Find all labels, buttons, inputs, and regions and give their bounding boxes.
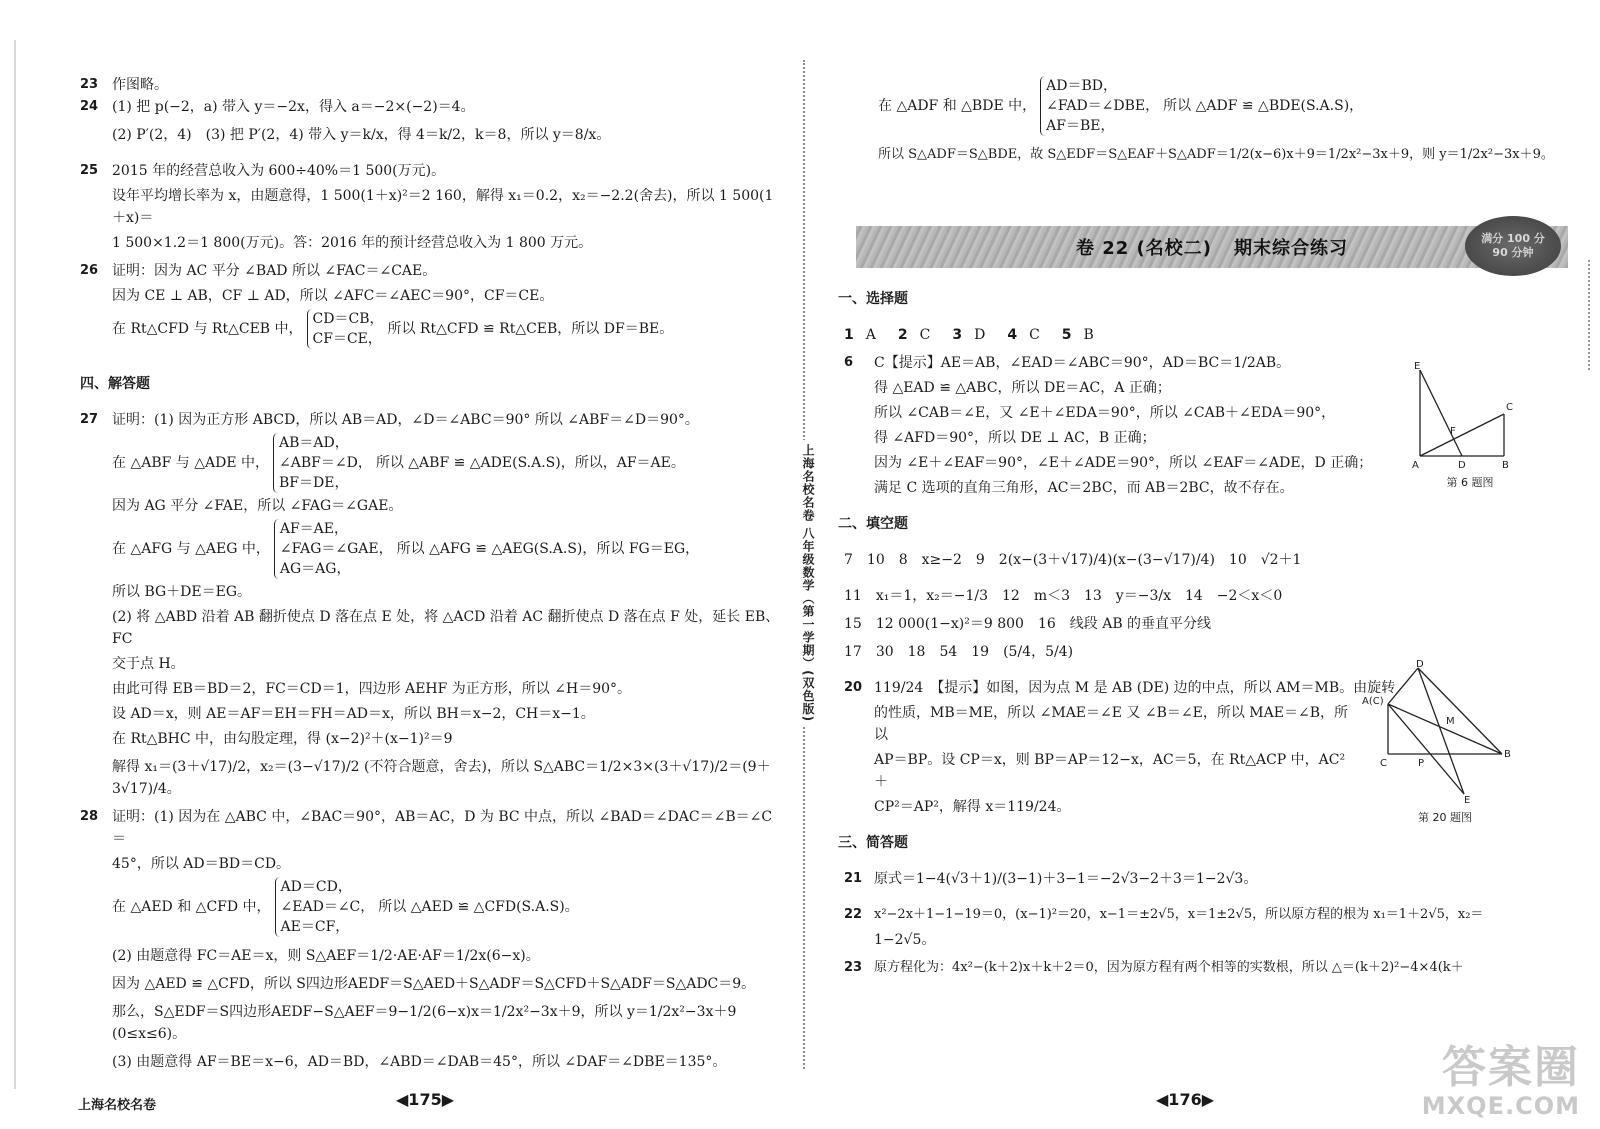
point-label-c: C: [1380, 758, 1387, 769]
mc-answer-item: [1007, 324, 1039, 346]
condition: AG＝AG，: [279, 561, 351, 577]
answer-text: 所以 BG＋DE＝EG。: [112, 584, 252, 600]
answer-text: 证明：(1) 因为在 △ABC 中，∠BAC＝90°，AB＝AC，D 为 BC 中点，所以 ∠BAD＝∠DAC＝∠B＝∠C＝: [112, 809, 773, 847]
question-number: 3: [952, 327, 963, 343]
answer-text: 解得 x₁＝(3＋√17)/2，x₂＝(3−√17)/2 (不符合题意，舍去)，所以 S△ABC＝1/2×3×(3＋√17)/2＝(9＋3√17)/4。: [112, 759, 771, 797]
condition: ∠FAD＝∠DBE，: [1046, 98, 1160, 114]
answer-text: 设 AD＝x，则 AE＝AF＝EH＝FH＝AD＝x，所以 BH＝x−2，CH＝x−1。: [112, 706, 595, 722]
condition: AD＝BD，: [1046, 78, 1117, 94]
question-number: 27: [80, 412, 99, 427]
question-number: 20: [844, 680, 863, 695]
answer-28-continued: [838, 0, 1576, 166]
brace-suffix: 所以 △ABF ≌ △ADE(S.A.S)，所以，AF＝AE。: [375, 455, 685, 471]
answer-6: [838, 352, 1394, 499]
full-score-label: 满分 100 分: [1481, 232, 1545, 245]
answer-28: [80, 806, 782, 1073]
brace-prefix: 在 Rt△CFD 与 Rt△CEB 中，: [112, 321, 303, 337]
question-number: 22: [844, 907, 863, 922]
watermark-site-text: MXQE.COM: [1421, 1092, 1580, 1120]
question-number: 23: [80, 77, 99, 92]
answer-text: 得 ∠AFD＝90°，所以 DE ⊥ AC，B 正确；: [874, 430, 1156, 446]
answer-text: 证明：因为 AC 平分 ∠BAD 所以 ∠FAC＝∠CAE。: [112, 263, 437, 279]
question-number: 2: [897, 327, 908, 343]
question-number: 28: [80, 809, 99, 824]
mc-answer-item: [1062, 324, 1094, 346]
answer-text: 1−2√5。: [874, 932, 936, 948]
brace-prefix: 在 △AED 和 △CFD 中，: [112, 899, 271, 915]
condition-brace: [274, 519, 393, 579]
fill-blank-answers: 7 10 8 x≥−2 9 2(x−(3＋√17)/4)(x−(3−√17)/4) 10 √2＋1: [844, 552, 1302, 568]
proof-brace-row: [878, 74, 1576, 138]
condition: BF＝DE，: [279, 475, 349, 491]
watermark-logo-text: 答案圈: [1442, 1042, 1580, 1093]
multiple-choice-answers: [838, 324, 1578, 346]
figure-6-diagram: [1410, 360, 1530, 470]
figure-caption: 第 20 题图: [1418, 811, 1472, 824]
answer-text: 在 Rt△BHC 中，由勾股定理，得 (x−2)²＋(x−1)²＝9: [112, 731, 453, 747]
section-heading: 一、选择题: [838, 291, 908, 307]
answer-text: 得 △EAD ≌ △ABC，所以 DE＝AC，A 正确；: [874, 380, 1171, 396]
answer-text: 1 500×1.2＝1 800(万元)。答：2016 年的预计经营总收入为 1 800 万元。: [112, 235, 593, 251]
answer-text: CP²＝AP²，解得 x＝119/24。: [874, 799, 1071, 815]
section-heading: 四、解答题: [80, 376, 150, 392]
section-heading: 二、填空题: [838, 516, 908, 532]
condition: ∠FAG＝∠GAE，: [279, 541, 393, 557]
proof-brace-row: [112, 875, 782, 939]
answer-text: 的性质，MB＝ME，所以 ∠MAE＝∠E 又 ∠B＝∠E，所以 MAE＝∠B，所以: [874, 705, 1348, 743]
answer-25: [80, 160, 782, 254]
answer-text: 所以 S△ADF＝S△BDE，故 S△EDF＝S△EAF＋S△ADF＝1/2(x−6)x＋9＝1/2x²−3x＋9，则 y＝1/2x²−3x＋9。: [878, 147, 1554, 162]
exam-title-name: 期末综合练习: [1234, 238, 1349, 259]
answer-text: 满足 C 选项的直角三角形，AC＝2BC，而 AB＝2BC，故不存在。: [874, 480, 1294, 496]
proof-brace-row: [112, 307, 782, 351]
condition-brace: [307, 309, 384, 349]
point-label-p: P: [1418, 758, 1425, 769]
condition-brace: [1040, 76, 1159, 136]
exam-title-number: 卷 22 (名校二): [1075, 238, 1213, 259]
fill-blank-answers: 11 x₁＝1，x₂＝−1/3 12 m＜3 13 y＝−3/x 14 −2＜x＜0: [844, 588, 1283, 604]
figure-20-diagram: [1360, 660, 1530, 805]
answer-text: 由此可得 EB＝BD＝2，FC＝CD＝1，四边形 AEHF 为正方形，所以 ∠H＝90°。: [112, 681, 632, 697]
answer-text: AP＝BP。设 CP＝x，则 BP＝AP＝12−x，AC＝5，在 Rt△ACP 中，AC²＋: [874, 752, 1346, 790]
answer-text: 原式＝1−4(√3＋1)/(3−1)＋3−1＝−2√3−2＋3＝1−2√3。: [874, 871, 1258, 887]
exam-title: [1076, 234, 1348, 260]
figure-caption: 第 6 题图: [1446, 476, 1494, 489]
point-label-e: E: [1464, 795, 1471, 805]
condition-brace: [275, 877, 375, 937]
brace-suffix: 所以 △AFG ≌ △AEG(S.A.S)，所以 FG＝EG，: [396, 541, 700, 557]
answer-text: 因为 CE ⊥ AB，CF ⊥ AD，所以 ∠AFC＝∠AEC＝90°，CF＝CE。: [112, 288, 554, 304]
condition: CF＝CE，: [312, 331, 382, 347]
question-number: 6: [844, 355, 854, 370]
question-number: 5: [1061, 327, 1072, 343]
condition: AE＝CF，: [280, 919, 350, 935]
answer-text: 证明：(1) 因为正方形 ABCD，所以 AB＝AD，∠D＝∠ABC＝90° 所以 ∠ABF＝∠D＝90°。: [112, 412, 699, 428]
answer-text: 所以 ∠CAB＝∠E，又 ∠E＋∠EDA＝90°，所以 ∠CAB＋∠EDA＝90°，: [874, 405, 1336, 421]
fill-blank-answers: 17 30 18 54 19 (5/4，5/4): [844, 644, 1074, 660]
site-watermark: [1400, 1020, 1580, 1120]
answer-text: 45°，所以 AD＝BD＝CD。: [112, 856, 291, 872]
figure-6: [1410, 360, 1530, 490]
answer-text: 2015 年的经营总收入为 600÷40%＝1 500(万元)。: [112, 163, 446, 179]
question-number: 21: [844, 871, 863, 886]
proof-brace-row: [112, 431, 782, 495]
condition: AD＝CD，: [280, 879, 352, 895]
choice-letter: B: [1083, 327, 1094, 343]
answer-text: 因为 ∠E＋∠EAF＝90°，∠E＋∠ADE＝90°，所以 ∠EAF＝∠ADE，D 正确；: [874, 455, 1373, 471]
answer-text: 原方程化为：4x²−(k＋2)x＋k＋2＝0，因为原方程有两个相等的实数根，所以 △＝(k＋2)²−4×4(k＋: [874, 960, 1464, 975]
proof-brace-row: [112, 517, 782, 581]
condition: ∠EAD＝∠C，: [280, 899, 375, 915]
point-label-b: B: [1502, 460, 1509, 470]
question-number: 4: [1007, 327, 1018, 343]
answer-text: (2) P′(2，4) (3) 把 P′(2，4) 带入 y＝k/x，得 4＝k/2，k＝8，所以 y＝8/x。: [112, 127, 611, 143]
mc-answer-item: [844, 324, 876, 346]
answer-text: (1) 把 p(−2，a) 带入 y＝−2x，得入 a＝−2×(−2)＝4。: [112, 99, 475, 115]
question-number: 24: [80, 99, 99, 114]
answer-text: C【提示】AE＝AB，∠EAD＝∠ABC＝90°，AD＝BC＝1/2AB。: [874, 355, 1291, 371]
score-time-badge: [1465, 216, 1561, 276]
answer-text: (2) 由题意得 FC＝AE＝x，则 S△AEF＝1/2·AE·AF＝1/2x(6−x)。: [112, 948, 540, 964]
fill-blank-answers: 15 12 000(1−x)²＝9 800 16 线段 AB 的垂直平分线: [844, 616, 1212, 632]
answer-23: [80, 74, 782, 96]
brace-prefix: 在 △AFG 与 △AEG 中，: [112, 541, 270, 557]
page-number-left: ◀175▶: [396, 1090, 455, 1109]
answer-text: 作图略。: [112, 77, 168, 93]
brace-prefix: 在 △ABF 与 △ADE 中，: [112, 455, 270, 471]
answer-26: [80, 260, 782, 351]
answer-21: [838, 868, 1578, 890]
section-heading: 三、简答题: [838, 835, 908, 851]
answer-27: [80, 409, 782, 800]
choice-letter: C: [1029, 327, 1040, 343]
condition: AF＝BE，: [1046, 118, 1115, 134]
time-limit-label: 90 分钟: [1492, 246, 1534, 259]
point-label-c: C: [1506, 402, 1513, 413]
condition: AB＝AD，: [279, 435, 349, 451]
choice-letter: D: [974, 327, 986, 343]
question-number: 23: [844, 960, 863, 975]
mc-answer-item: [952, 324, 985, 346]
point-label-d: D: [1458, 460, 1466, 470]
question-number: 26: [80, 263, 99, 278]
answer-22: [838, 904, 1578, 951]
mc-answer-item: [898, 324, 930, 346]
answer-text: (2) 将 △ABD 沿着 AB 翻折使点 D 落在点 E 处，将 △ACD 沿着 AC 翻折使点 D 落在点 F 处，延长 EB、FC: [112, 609, 780, 647]
point-label-e: E: [1414, 361, 1421, 372]
answer-text: 设年平均增长率为 x，由题意得，1 500(1＋x)²＝2 160，解得 x₁＝0.2，x₂＝−2.2(舍去)，所以 1 500(1＋x)＝: [112, 188, 774, 226]
answer-20: [838, 677, 1396, 818]
brace-suffix: 所以 Rt△CFD ≌ Rt△CEB，所以 DF＝BE。: [387, 321, 674, 337]
exam-title-banner: [856, 226, 1568, 268]
question-number: 25: [80, 163, 99, 178]
condition: CD＝CB，: [312, 311, 384, 327]
answer-text: x²−2x＋1−1−19＝0，(x−1)²＝20，x−1＝±2√5，x＝1±2√5，所以原方程的根为 x₁＝1＋2√5，x₂＝: [874, 907, 1484, 922]
point-label-b: B: [1504, 749, 1511, 760]
choice-letter: A: [865, 327, 876, 343]
point-label-m: M: [1446, 716, 1455, 727]
spine-text: 上海名校名卷 八年级数学（第一学期）(双色版): [800, 440, 817, 726]
answer-text: 因为 AG 平分 ∠FAE，所以 ∠FAG＝∠GAE。: [112, 498, 403, 514]
figure-20: [1360, 660, 1530, 830]
condition: ∠ABF＝∠D，: [279, 455, 372, 471]
point-label-f: F: [1450, 426, 1456, 437]
answer-text: 119/24 【提示】如图，因为点 M 是 AB (DE) 边的中点，所以 AM＝MB。由旋转: [874, 680, 1396, 696]
book-series-footer: 上海名校名卷: [78, 1098, 157, 1113]
choice-letter: C: [919, 327, 931, 343]
point-label-a: A: [1412, 460, 1419, 470]
answer-text: 那么，S△EDF＝S四边形AEDF−S△AEF＝9−1/2(6−x)x＝1/2x²−3x＋9，所以 y＝1/2x²−3x＋9 (0≤x≤6)。: [112, 1004, 737, 1042]
brace-prefix: 在 △ADF 和 △BDE 中，: [878, 98, 1037, 114]
point-label-a-c: A(C): [1362, 696, 1384, 707]
condition-brace: [273, 433, 372, 493]
answer-text: 因为 △AED ≌ △CFD，所以 S四边形AEDF＝S△AED＋S△ADF＝S△CFD＋S△ADF＝S△ADC＝9。: [112, 976, 756, 992]
page-number-right: ◀176▶: [1156, 1090, 1215, 1109]
answer-text: 交于点 H。: [112, 656, 185, 672]
answer-24: [80, 96, 782, 146]
point-label-d: D: [1416, 660, 1424, 670]
condition: AF＝AE，: [279, 521, 349, 537]
brace-suffix: 所以 △AED ≌ △CFD(S.A.S)。: [378, 899, 579, 915]
answer-23: [838, 957, 1578, 979]
answer-text: (3) 由题意得 AF＝BE＝x−6，AD＝BD，∠ABD＝∠DAB＝45°，所以 ∠DAF＝∠DBE＝135°。: [112, 1054, 727, 1070]
brace-suffix: 所以 △ADF ≌ △BDE(S.A.S)，: [1163, 98, 1364, 114]
question-number: 1: [844, 327, 854, 343]
